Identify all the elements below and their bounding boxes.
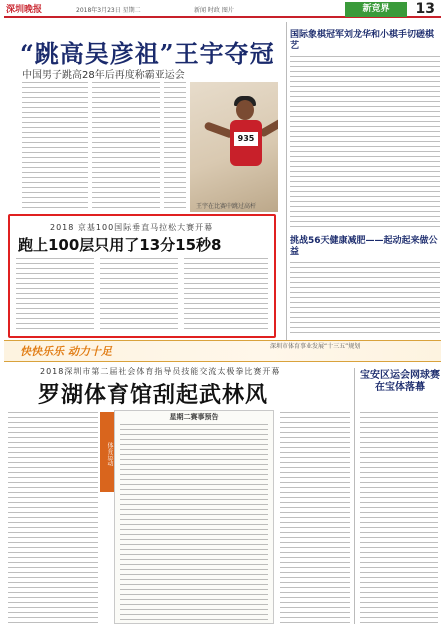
sidebar-headline: 宝安区运会网球赛在宝体落幕 — [360, 370, 440, 393]
banner-title: 快快乐乐 动力十足 — [20, 345, 112, 358]
feature-side-tag: 体育运动 — [100, 412, 114, 492]
box-body-text — [16, 258, 94, 332]
masthead — [4, 2, 441, 18]
feature-headline: 罗湖体育馆刮起武林风 — [38, 382, 269, 408]
column-divider — [286, 22, 287, 340]
page-number: 13 — [415, 1, 435, 17]
right-body-text-2 — [290, 262, 440, 336]
sidebar-body-text — [360, 412, 438, 624]
lead-body-text-col2 — [92, 82, 160, 210]
lead-subhead: 中国男子跳高28年后再度称霸亚运会 — [22, 70, 185, 81]
lead-body-text-col3 — [164, 82, 186, 210]
feature-body-text-2 — [280, 412, 350, 624]
box-kicker: 2018 京基100国际垂直马拉松大赛开幕 — [50, 223, 214, 232]
lead-headline: “跳高吴彦祖”王宇夺冠 — [20, 39, 275, 68]
box-body-text-col2 — [100, 258, 178, 332]
box-headline: 跑上100层只用了13分15秒8 — [18, 236, 222, 254]
banner-subtitle: 深圳市体育事业发展“十三五”规划 — [270, 343, 361, 350]
athlete-head — [236, 100, 254, 120]
right-headline-chess: 国际象棋冠军刘龙华和小棋手切磋棋艺 — [290, 30, 435, 51]
schedule-body-text — [120, 424, 268, 620]
schedule-title: 星期二赛事预告 — [169, 413, 219, 421]
feature-body-text — [8, 412, 98, 624]
photo-caption: 王宇在比赛中跳过高杆 — [196, 203, 257, 210]
section-badge: 新竞界 — [345, 2, 407, 17]
athlete-photo — [190, 82, 278, 212]
right-headline-fitness: 挑战56天健康减肥——起动起来做公益 — [290, 236, 438, 257]
feature-kicker: 2018深圳市第二届社会体育指导员技能交流太极拳比赛开幕 — [40, 367, 281, 376]
athlete-bib: 935 — [234, 132, 258, 146]
masthead-menu: 新闻 时政 图片 — [194, 7, 234, 14]
right-body-text — [290, 56, 440, 230]
issue-date: 2018年3月23日 星期二 — [76, 7, 141, 14]
box-body-text-col3 — [184, 258, 268, 332]
newspaper-logo: 深圳晚报 — [6, 5, 43, 15]
lead-body-text — [22, 82, 88, 210]
